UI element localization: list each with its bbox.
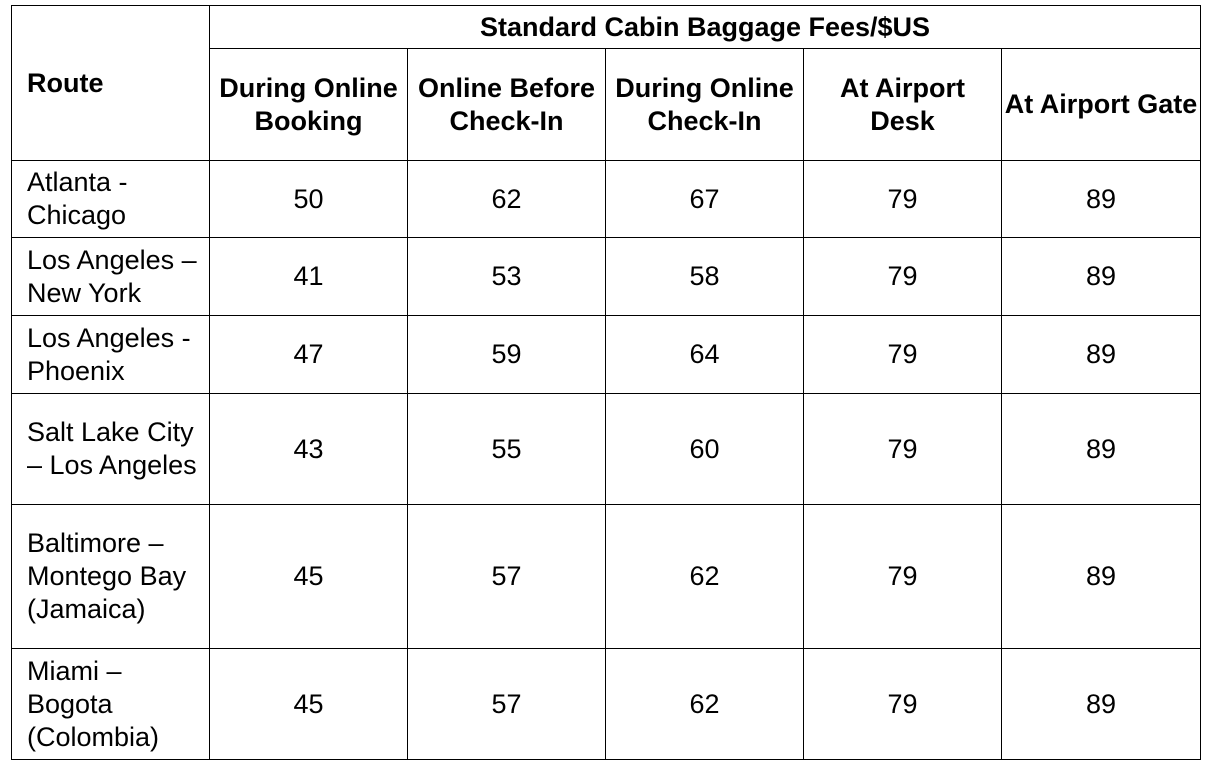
route-cell: Los Angeles - Phoenix	[12, 316, 210, 394]
fee-cell: 53	[408, 238, 606, 316]
fee-cell: 57	[408, 649, 606, 760]
table-row	[12, 161, 1201, 238]
fee-cell: 62	[408, 161, 606, 238]
fee-cell: 62	[606, 649, 804, 760]
fee-cell: 55	[408, 394, 606, 505]
fee-cell: 64	[606, 316, 804, 394]
fee-cell: 47	[210, 316, 408, 394]
column-header-airport-gate: At Airport Gate	[1002, 49, 1201, 161]
fee-cell: 89	[1002, 161, 1201, 238]
table-row	[12, 316, 1201, 394]
route-header: Route	[12, 6, 210, 161]
fee-cell: 41	[210, 238, 408, 316]
fee-cell: 79	[804, 238, 1002, 316]
table-row	[12, 394, 1201, 505]
fee-cell: 89	[1002, 316, 1201, 394]
fee-cell: 79	[804, 505, 1002, 649]
fee-cell: 58	[606, 238, 804, 316]
fee-cell: 89	[1002, 649, 1201, 760]
fee-cell: 43	[210, 394, 408, 505]
baggage-fees-table	[11, 5, 1201, 760]
fee-cell: 67	[606, 161, 804, 238]
fee-cell: 45	[210, 505, 408, 649]
route-cell: Baltimore – Montego Bay (Jamaica)	[12, 505, 210, 649]
fee-cell: 59	[408, 316, 606, 394]
route-cell: Miami – Bogota (Colombia)	[12, 649, 210, 760]
fee-cell: 89	[1002, 238, 1201, 316]
table-row	[12, 238, 1201, 316]
fee-cell: 79	[804, 649, 1002, 760]
route-cell: Salt Lake City – Los Angeles	[12, 394, 210, 505]
fee-cell: 89	[1002, 505, 1201, 649]
column-header-airport-desk: At Airport Desk	[804, 49, 1002, 161]
route-cell: Los Angeles – New York	[12, 238, 210, 316]
table-row	[12, 505, 1201, 649]
fee-cell: 50	[210, 161, 408, 238]
column-header-before-checkin: Online Before Check-In	[408, 49, 606, 161]
column-header-online-booking: During Online Booking	[210, 49, 408, 161]
fee-cell: 79	[804, 161, 1002, 238]
fee-cell: 60	[606, 394, 804, 505]
fee-cell: 62	[606, 505, 804, 649]
fee-cell: 89	[1002, 394, 1201, 505]
fee-cell: 79	[804, 316, 1002, 394]
fee-cell: 57	[408, 505, 606, 649]
route-cell: Atlanta - Chicago	[12, 161, 210, 238]
column-header-online-checkin: During Online Check-In	[606, 49, 804, 161]
fees-group-header: Standard Cabin Baggage Fees/$US	[210, 6, 1201, 49]
table-row	[12, 649, 1201, 760]
fee-cell: 45	[210, 649, 408, 760]
fee-cell: 79	[804, 394, 1002, 505]
